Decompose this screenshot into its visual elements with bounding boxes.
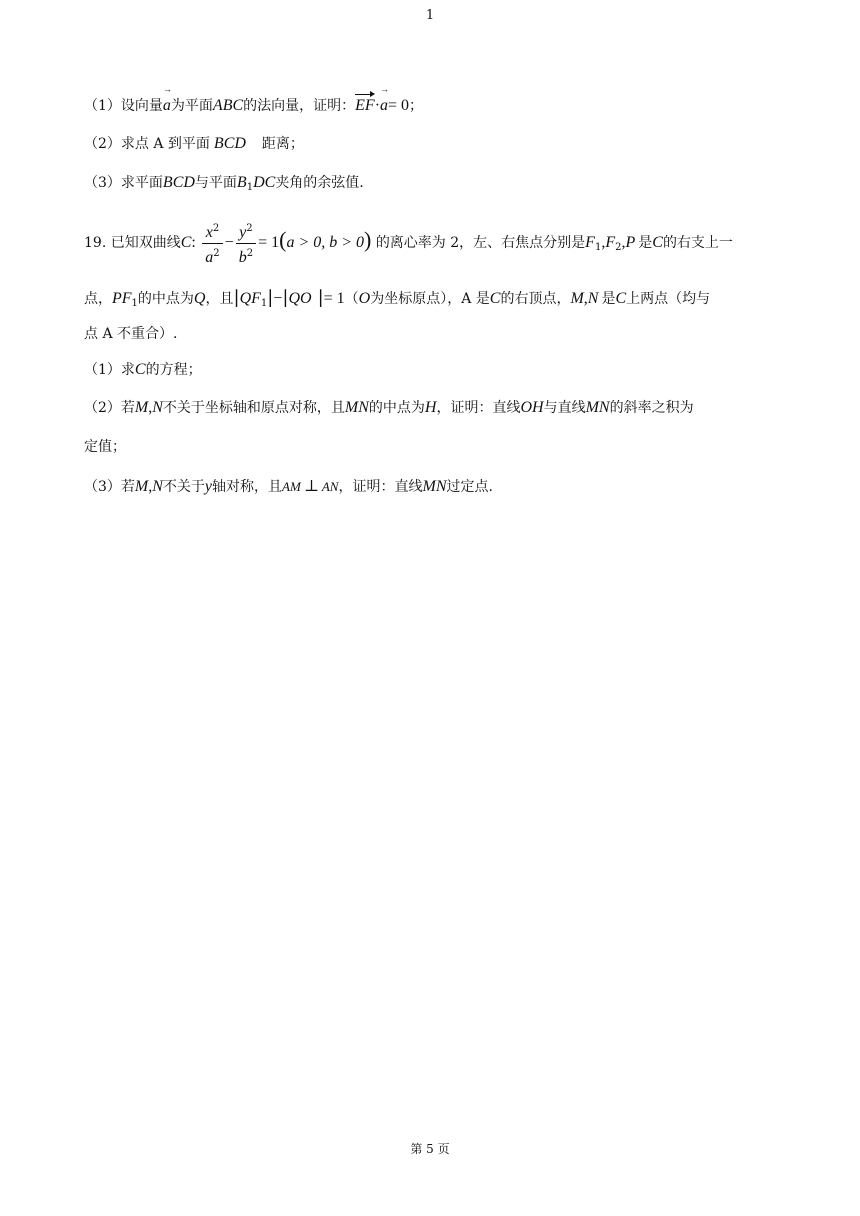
vector-a-2: → a [380,96,388,116]
vector-ef: EF [355,97,375,114]
fraction-y2-b2: $\frac{y^2}{b^2}$ [236,219,256,268]
q19-stem-line2: 点，$PF_1$的中点为Q，且$|QF_1|-|QO$ |= 1（O为坐标原点），A 是C的右顶点，M,N 是C上两点（均与 [84,287,711,309]
page-number-top: 1 [425,8,435,23]
q19-stem-line1: 19. 已知双曲线C: $\frac{x^2}{a^2}$ − $\frac{y^2}{b^2}$ = 1(a > 0, b > 0) 的离心率为 2，左、右焦点分别是$F_1,F_2,P$ 是C的右支上一 [84,216,733,272]
q18-part1: （1）设向量→ a为平面ABC的法向量，证明：EF·→ a= 0； [84,96,423,116]
vector-a: → a [163,96,171,116]
q18-part3: （3）求平面BCD与平面$B_1DC$夹角的余弦值. [84,174,364,193]
q18-part2: （2）求点 A 到平面 BCD 距离； [84,135,304,152]
q19-stem-line3: 点 A 不重合）. [84,326,178,342]
q19-part3: （3）若M,N不关于y轴对称，且AM ⊥ AN，证明：直线MN过定点. [84,478,493,495]
q19-part1: （1）求C的方程； [84,361,202,378]
fraction-x2-a2: $\frac{x^2}{a^2}$ [202,219,222,268]
q19-part2: （2）若M,N不关于坐标轴和原点对称，且MN的中点为H，证明：直线OH与直线MN的斜率之积为 [84,399,694,416]
page-footer: 第 5 页 [410,1142,450,1156]
q19-part2-cont: 定值； [84,439,126,455]
